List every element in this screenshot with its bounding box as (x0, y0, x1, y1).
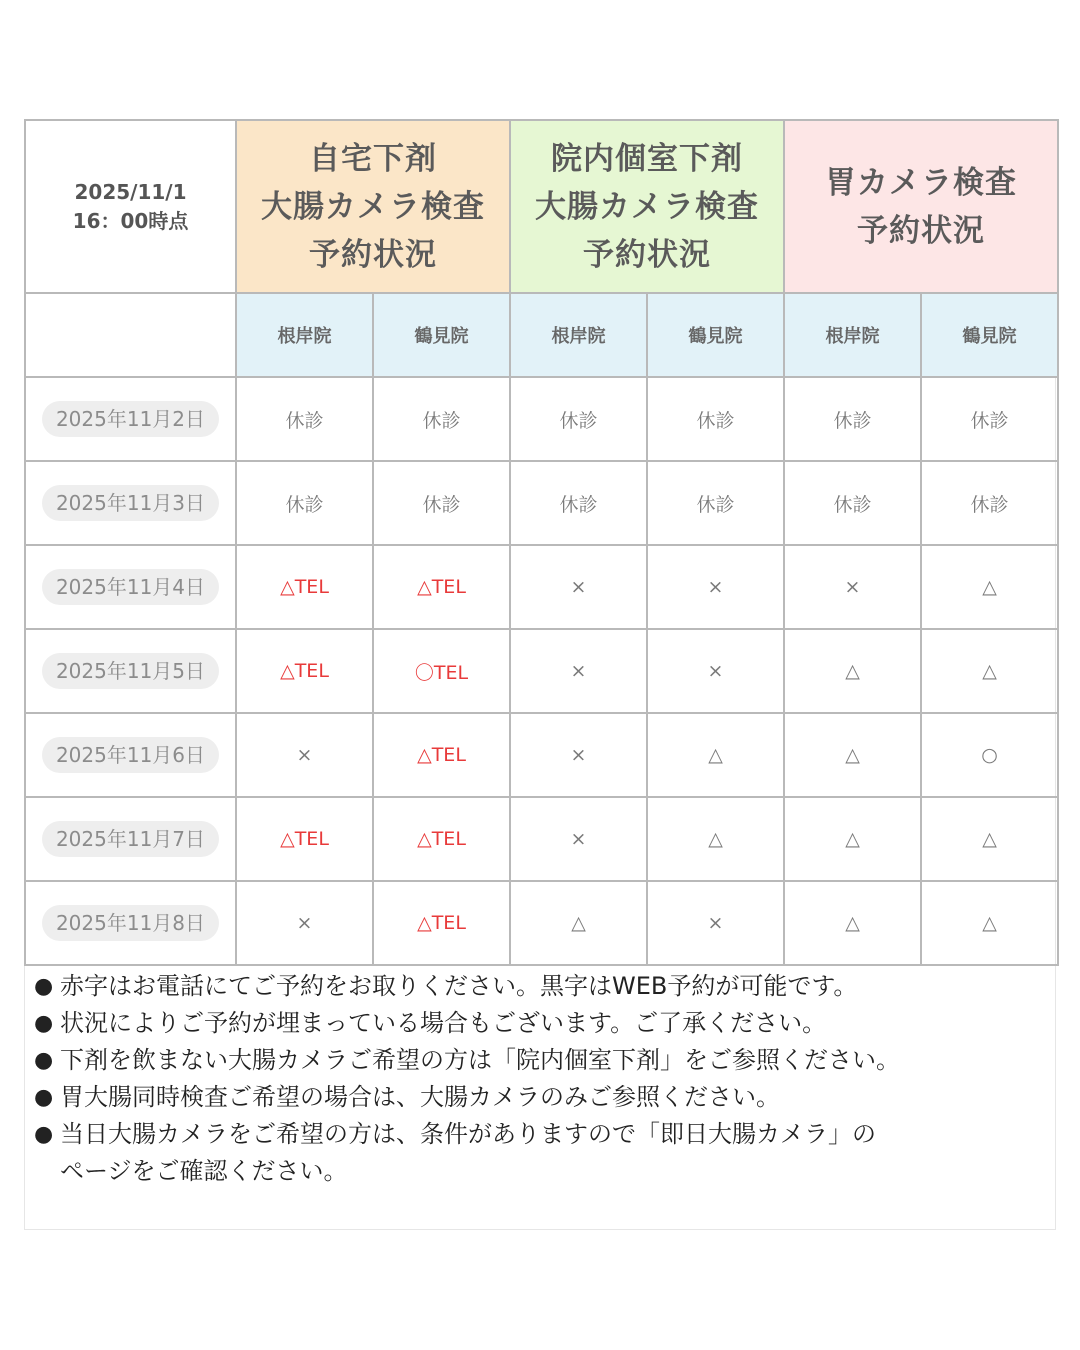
group-header-row (25, 120, 1058, 293)
status-cell: 休診 (921, 461, 1058, 545)
table-row (25, 461, 1058, 545)
date-cell (25, 713, 236, 797)
bullet-icon: ● (34, 1048, 54, 1073)
status-cell: △ (784, 797, 921, 881)
status-cell: × (510, 797, 647, 881)
status-cell: △TEL (373, 713, 510, 797)
date-label: 2025年11月2日 (42, 401, 219, 437)
status-cell: × (647, 881, 784, 965)
status-cell: △TEL (236, 629, 373, 713)
status-cell: △TEL (373, 545, 510, 629)
group-title: 自宅下剤 大腸カメラ検査 予約状況 (261, 140, 485, 273)
date-label: 2025年11月8日 (42, 905, 219, 941)
status-cell: × (510, 629, 647, 713)
status-cell: × (784, 545, 921, 629)
status-cell: △ (921, 545, 1058, 629)
status-cell: 休診 (373, 377, 510, 461)
branch-tsurumi: 鶴見院 (921, 293, 1058, 377)
bullet-icon: ● (34, 974, 54, 999)
bullet-icon: ● (34, 1085, 54, 1110)
status-cell: 休診 (373, 461, 510, 545)
status-cell: △TEL (373, 881, 510, 965)
status-cell: △ (647, 713, 784, 797)
schedule-body (25, 377, 1058, 965)
date-label: 2025年11月3日 (42, 485, 219, 521)
date-label: 2025年11月5日 (42, 653, 219, 689)
status-cell: 休診 (784, 377, 921, 461)
note-text: 赤字はお電話にてご予約をお取りください。黒字はWEB予約が可能です。 (60, 972, 858, 1000)
group-title: 胃カメラ検査 予約状況 (825, 164, 1017, 249)
date-label: 2025年11月4日 (42, 569, 219, 605)
status-cell: 休診 (510, 461, 647, 545)
status-cell: 休診 (236, 377, 373, 461)
timestamp-cell (25, 120, 236, 293)
status-cell: 〇TEL (373, 629, 510, 713)
status-cell: △ (647, 797, 784, 881)
status-cell: 休診 (921, 377, 1058, 461)
status-cell: △ (784, 629, 921, 713)
notes (34, 968, 1044, 1190)
status-cell: × (647, 629, 784, 713)
status-cell: △ (784, 713, 921, 797)
status-cell: △ (784, 881, 921, 965)
table-row (25, 797, 1058, 881)
status-cell: △ (921, 797, 1058, 881)
table-row (25, 545, 1058, 629)
timestamp: 2025/11/1 16：00時点 (72, 179, 189, 233)
branch-negishi: 根岸院 (510, 293, 647, 377)
status-cell: 休診 (647, 461, 784, 545)
date-cell (25, 377, 236, 461)
status-cell: △ (921, 629, 1058, 713)
status-cell: △ (510, 881, 647, 965)
note-item (34, 1042, 1044, 1079)
status-cell: △TEL (373, 797, 510, 881)
group-gastroscopy (784, 120, 1058, 293)
group-title: 院内個室下剤 大腸カメラ検査 予約状況 (535, 140, 759, 273)
date-label: 2025年11月6日 (42, 737, 219, 773)
bullet-icon: ● (34, 1122, 54, 1147)
table-row (25, 881, 1058, 965)
status-cell: 休診 (784, 461, 921, 545)
date-cell (25, 461, 236, 545)
date-cell (25, 629, 236, 713)
table-row (25, 629, 1058, 713)
branch-header-row (25, 293, 1058, 377)
status-cell: 休診 (510, 377, 647, 461)
status-cell: △TEL (236, 545, 373, 629)
note-item (34, 968, 1044, 1005)
status-cell: △ (921, 881, 1058, 965)
bullet-icon: ● (34, 1011, 54, 1036)
note-item (34, 1116, 1044, 1190)
status-cell: × (236, 713, 373, 797)
status-cell: × (510, 545, 647, 629)
table-row (25, 713, 1058, 797)
status-cell: △TEL (236, 797, 373, 881)
table-row (25, 377, 1058, 461)
status-cell: × (510, 713, 647, 797)
date-cell (25, 797, 236, 881)
note-item (34, 1079, 1044, 1116)
branch-tsurumi: 鶴見院 (373, 293, 510, 377)
branch-negishi: 根岸院 (784, 293, 921, 377)
note-text: 下剤を飲まない大腸カメラご希望の方は「院内個室下剤」をご参照ください。 (60, 1046, 900, 1074)
note-text: 当日大腸カメラをご希望の方は、条件がありますので「即日大腸カメラ」の ページをご確認ください。 (60, 1120, 876, 1185)
branch-tsurumi: 鶴見院 (647, 293, 784, 377)
group-home-laxative-colonoscopy (236, 120, 510, 293)
status-cell: 休診 (647, 377, 784, 461)
status-cell: × (647, 545, 784, 629)
date-cell (25, 881, 236, 965)
reservation-status-table (24, 119, 1059, 966)
status-cell: ○ (921, 713, 1058, 797)
note-text: 状況によりご予約が埋まっている場合もございます。ご了承ください。 (60, 1009, 827, 1037)
empty-corner-cell (25, 293, 236, 377)
status-cell: × (236, 881, 373, 965)
note-text: 胃大腸同時検査ご希望の場合は、大腸カメラのみご参照ください。 (60, 1083, 780, 1111)
date-cell (25, 545, 236, 629)
group-in-clinic-laxative-colonoscopy (510, 120, 784, 293)
note-item (34, 1005, 1044, 1042)
date-label: 2025年11月7日 (42, 821, 219, 857)
branch-negishi: 根岸院 (236, 293, 373, 377)
status-cell: 休診 (236, 461, 373, 545)
